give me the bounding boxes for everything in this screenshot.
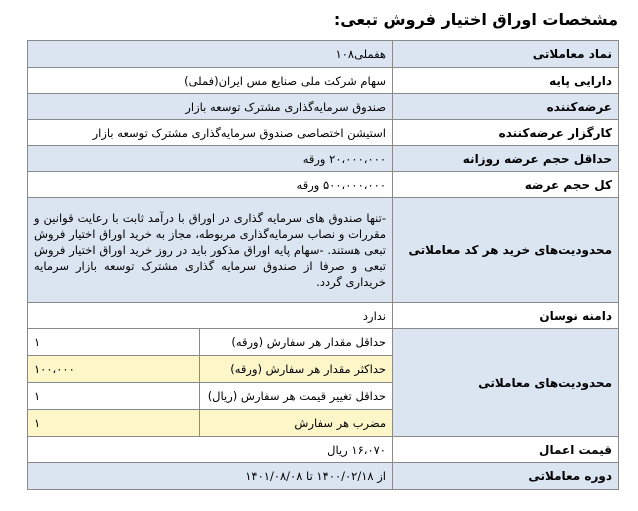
restriction-value: ۱ — [28, 410, 200, 437]
restriction-row — [28, 329, 392, 356]
restriction-name: حداقل تغییر قیمت هر سفارش (ریال) — [200, 383, 393, 410]
page-title: مشخصات اوراق اختیار فروش تبعی: — [333, 10, 618, 29]
restriction-row — [28, 356, 392, 383]
trading-restrictions-subtable — [28, 329, 392, 436]
restriction-name: حداکثر مقدار هر سفارش (ورقه) — [200, 356, 393, 383]
row-buy-restrictions — [28, 198, 619, 303]
fluctuation-range-label: دامنه نوسان — [393, 303, 619, 329]
row-broker — [28, 120, 619, 146]
restriction-value: ۱ — [28, 329, 200, 356]
row-issuer — [28, 94, 619, 120]
row-strike-price — [28, 437, 619, 463]
min-daily-volume-label: حداقل حجم عرضه روزانه — [393, 146, 619, 172]
trading-period-label: دوره معاملاتی — [393, 463, 619, 490]
row-fluctuation-range — [28, 303, 619, 329]
restriction-row — [28, 383, 392, 410]
symbol-value: هفملی۱۰۸ — [28, 41, 393, 68]
underlying-label: دارایی پایه — [393, 68, 619, 94]
trading-period-value: از ۱۴۰۰/۰۲/۱۸ تا ۱۴۰۱/۰۸/۰۸ — [28, 463, 393, 490]
buy-restrictions-value: -تنها صندوق های سرمایه گذاری در اوراق با درآمد ثابت با رعایت قوانین و مقررات و نصاب سرمایه‌گذاری مربوطه، مجاز به خرید اوراق اختیار فروش تبعی هستند. -سهام پایه اوراق مذکور باید در روز خرید اوراق اختیار فروش تبعی و صرفا از صندوق سرمایه گذاری مشترک توسعه بازار سرمایه خریداری گردد. — [28, 198, 393, 303]
trading-restrictions-cell — [28, 329, 393, 437]
issuer-value: صندوق سرمایه‌گذاری مشترک توسعه بازار — [28, 94, 393, 120]
buy-restrictions-label: محدودیت‌های خرید هر کد معاملاتی — [393, 198, 619, 303]
restriction-name: مضرب هر سفارش — [200, 410, 393, 437]
total-volume-label: کل حجم عرضه — [393, 172, 619, 198]
restriction-value: ۱۰۰،۰۰۰ — [28, 356, 200, 383]
restriction-value: ۱ — [28, 383, 200, 410]
spec-table — [27, 40, 619, 490]
row-trading-restrictions — [28, 329, 619, 437]
restriction-name: حداقل مقدار هر سفارش (ورقه) — [200, 329, 393, 356]
total-volume-value: ۵۰۰،۰۰۰،۰۰۰ ورقه — [28, 172, 393, 198]
row-underlying — [28, 68, 619, 94]
row-min-daily-volume — [28, 146, 619, 172]
restriction-row — [28, 410, 392, 437]
trading-restrictions-label: محدودیت‌های معاملاتی — [393, 329, 619, 437]
fluctuation-range-value: ندارد — [28, 303, 393, 329]
strike-price-value: ۱۶،۰۷۰ ریال — [28, 437, 393, 463]
broker-value: استیشن اختصاصی صندوق سرمایه‌گذاری مشترک توسعه بازار — [28, 120, 393, 146]
symbol-label: نماد معاملاتی — [393, 41, 619, 68]
broker-label: کارگزار عرضه‌کننده — [393, 120, 619, 146]
row-total-volume — [28, 172, 619, 198]
underlying-value: سهام شرکت ملی صنایع مس ایران(فملی) — [28, 68, 393, 94]
row-trading-period — [28, 463, 619, 490]
min-daily-volume-value: ۲۰،۰۰۰،۰۰۰ ورقه — [28, 146, 393, 172]
issuer-label: عرضه‌کننده — [393, 94, 619, 120]
row-symbol — [28, 41, 619, 68]
strike-price-label: قیمت اعمال — [393, 437, 619, 463]
